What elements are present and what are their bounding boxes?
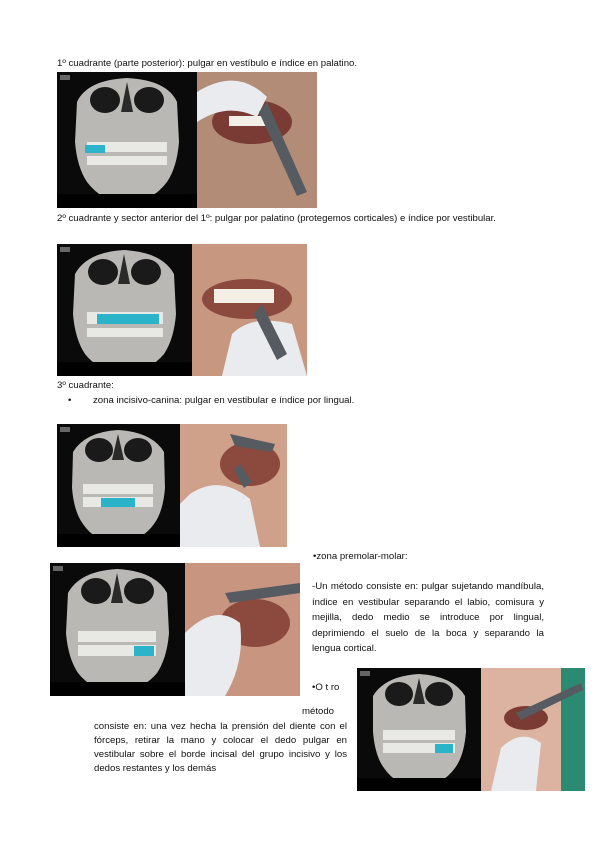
skull-illustration (357, 668, 481, 791)
heading-q3: 3º cuadrante: (57, 380, 114, 391)
paragraph-metodo-1: -Un método consiste en: pulgar sujetando mandíbula, índice en vestibular separando el labio, comisura y mejilla, dedo medio se introduce por lingual, deprimiendo el suelo de la boca y separando la lengua cortical. (312, 581, 544, 655)
skull-illustration (57, 424, 180, 547)
caption-q1: 1º cuadrante (parte posterior): pulgar en vestíbulo e índice en palatino. (57, 58, 358, 69)
clinical-photo (192, 244, 307, 376)
clinical-photo (197, 72, 317, 208)
skull-illustration (50, 563, 185, 696)
skull-illustration (57, 244, 192, 376)
bullet-q3-incisivo: zona incisivo-canina: pulgar en vestibular e índice por lingual. (93, 395, 355, 406)
label-otro: •O t ro (312, 682, 340, 693)
figure-otro-metodo (357, 668, 585, 791)
figure-q2 (57, 244, 307, 376)
bullet-marker: • (68, 395, 72, 406)
heading-premolar: •zona premolar-molar: (313, 551, 408, 562)
figure-q1 (57, 72, 317, 208)
caption-q2: 2º cuadrante y sector anterior del 1º: pulgar por palatino (protegemos corticales) e índice por vestibular. (57, 213, 496, 224)
figure-q3 (57, 424, 287, 547)
clinical-photo (185, 563, 300, 696)
figure-premolar (50, 563, 300, 696)
paragraph-metodo-2: consiste en: una vez hecha la prensión del diente con el fórceps, retirar la mano y colocar el dedo pulgar en vestibular sobre el borde incisal del grupo incisivo y los dedos restantes y los demás (94, 721, 347, 774)
skull-illustration (57, 72, 197, 208)
clinical-photo (180, 424, 287, 547)
label-metodo: método (302, 706, 334, 717)
clinical-photo (481, 668, 585, 791)
